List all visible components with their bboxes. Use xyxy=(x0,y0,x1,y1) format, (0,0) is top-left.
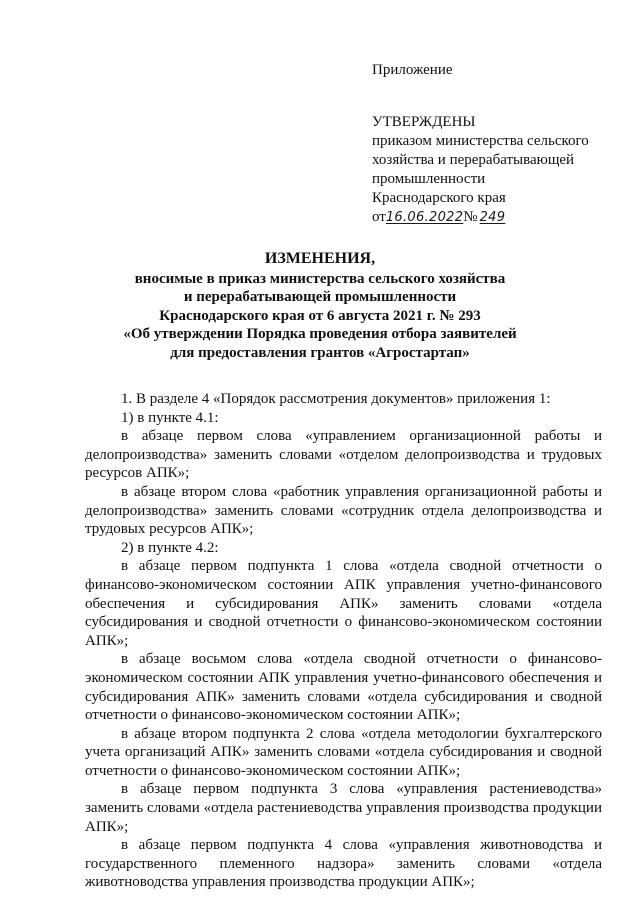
paragraph: 1. В разделе 4 «Порядок рассмотрения документов» приложения 1: xyxy=(121,391,551,407)
paragraph: в абзаце первом подпункта 1 слова «отдела сводной отчетности о финансово-экономическом состоянии АПК управления учетно-финансового обеспечения и субсидирования АПК» заменить словами «отдела субсидирования и сводной отчетности о финансово-экономическом состоянии АПК»; xyxy=(85,558,602,649)
number-prefix: № xyxy=(463,209,478,225)
title-line: «Об утверждении Порядка проведения отбора заявителей xyxy=(123,326,517,342)
document-body xyxy=(85,390,602,892)
title-line: и перерабатывающей промышленности xyxy=(183,289,457,305)
paragraph: в абзаце первом подпункта 4 слова «управления животноводства и государственного племенного надзора» заменить словами «отдела животноводства управления производства продукции АПК»; xyxy=(85,837,602,891)
title-line: для предоставления грантов «Агростартап» xyxy=(170,344,470,361)
approval-block xyxy=(372,113,622,227)
approval-line: промышленности xyxy=(372,171,486,187)
paragraph: 2) в пункте 4.2: xyxy=(121,539,219,556)
order-date-number-line xyxy=(372,208,622,227)
approval-line: Краснодарского края xyxy=(372,190,506,206)
paragraph: в абзаце втором подпункта 2 слова «отдела методологии бухгалтерского учета организаций АПК» заменить словами «отдела субсидирования и сводной отчетности о финансово-экономическом состоянии АПК»; xyxy=(85,725,602,779)
paragraph: в абзаце первом подпункта 3 слова «управления растениеводства» заменить словами «отдела растениеводства управления производства продукции АПК»; xyxy=(85,781,602,835)
paragraph: в абзаце первом слова «управлением организационной работы и делопроизводства» заменить словами «отделом делопроизводства и трудовых ресурсов АПК»; xyxy=(85,428,602,482)
date-prefix: от xyxy=(372,209,386,225)
approval-line: приказом министерства сельского xyxy=(372,133,589,149)
title-main: ИЗМЕНЕНИЯ, xyxy=(264,250,376,267)
approval-line: хозяйства и перерабатывающей xyxy=(372,152,575,168)
paragraph: 1) в пункте 4.1: xyxy=(121,409,219,426)
title-line: вносимые в приказ министерства сельского хозяйства xyxy=(134,270,506,287)
document-title xyxy=(120,250,520,362)
paragraph: в абзаце восьмом слова «отдела сводной отчетности о финансово-экономическом состоянии АПК управления учетно-финансового обеспечения и субсидирования АПК» заменить словами «отдела субсидирования и сводной отчетности о финансово-экономическом состоянии АПК»; xyxy=(85,651,602,724)
paragraph: в абзаце втором слова «работник управления организационной работы и делопроизводства» заменить словами «сотрудник отдела делопроизводства и трудовых ресурсов АПК»; xyxy=(85,483,602,538)
approval-heading: УТВЕРЖДЕНЫ xyxy=(372,114,476,130)
handwritten-date: 16.06.2022 xyxy=(385,210,464,225)
appendix-label: Приложение xyxy=(372,62,453,78)
handwritten-number: 249 xyxy=(479,210,506,225)
title-line: Краснодарского края от 6 августа 2021 г. № 293 xyxy=(159,307,481,324)
